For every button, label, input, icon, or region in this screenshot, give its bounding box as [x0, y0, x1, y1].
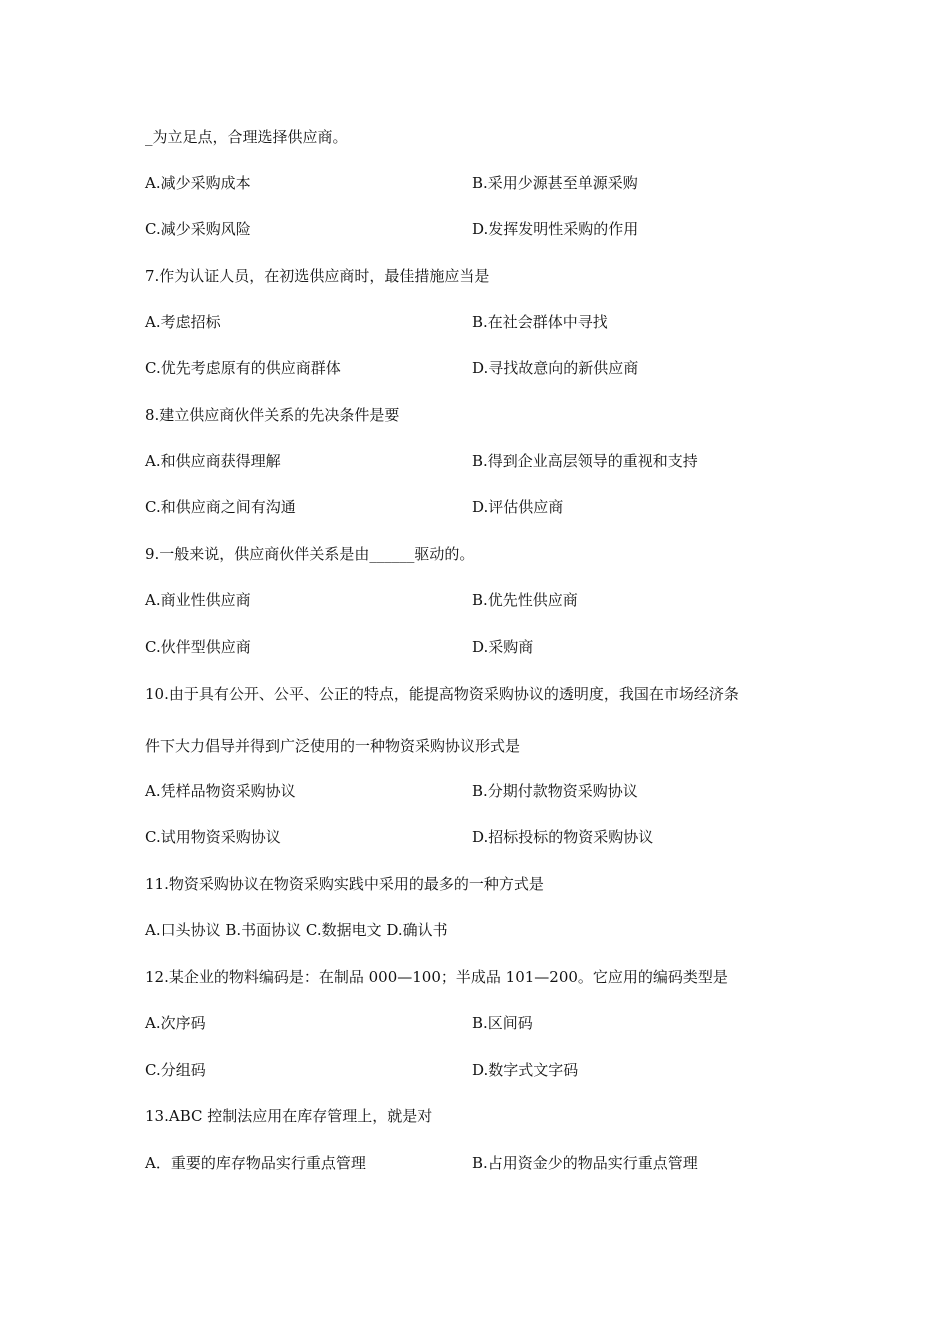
- question-13: 13.ABC 控制法应用在库存管理上，就是对: [145, 1107, 433, 1125]
- option-d: D.采购商: [472, 638, 534, 656]
- option-d: D.评估供应商: [472, 498, 564, 516]
- option-a: A.商业性供应商: [145, 591, 251, 609]
- option-b: B.采用少源甚至单源采购: [472, 174, 638, 192]
- option-d: D.招标投标的物资采购协议: [472, 828, 654, 846]
- option-b: B.分期付款物资采购协议: [472, 782, 638, 800]
- option-c: C.试用物资采购协议: [145, 828, 281, 846]
- option-a: A.考虑招标: [145, 313, 221, 331]
- question-10: 10.由于具有公开、公平、公正的特点，能提高物资采购协议的透明度，我国在市场经济条: [145, 685, 739, 703]
- option-d: D.发挥发明性采购的作用: [472, 220, 639, 238]
- question-12: 12.某企业的物料编码是：在制品 000—100；半成品 101—200。它应用的编码类型是: [145, 968, 728, 986]
- option-d: D.数字式文字码: [472, 1061, 579, 1079]
- question-8: 8.建立供应商伙伴关系的先决条件是要: [145, 406, 400, 424]
- option-c: C.和供应商之间有沟通: [145, 498, 296, 516]
- question-continuation: _为立足点，合理选择供应商。: [145, 128, 348, 146]
- option-a: A.凭样品物资采购协议: [145, 782, 296, 800]
- option-c: C.优先考虑原有的供应商群体: [145, 359, 341, 377]
- option-a: A.次序码: [145, 1014, 206, 1032]
- question-11: 11.物资采购协议在物资采购实践中采用的最多的一种方式是: [145, 875, 544, 893]
- option-a: A．重要的库存物品实行重点管理: [145, 1154, 366, 1172]
- option-b: B.优先性供应商: [472, 591, 578, 609]
- option-a: A.和供应商获得理解: [145, 452, 281, 470]
- question-9: 9.一般来说，供应商伙伴关系是由______驱动的。: [145, 545, 475, 563]
- option-b: B.区间码: [472, 1014, 533, 1032]
- option-b: B.在社会群体中寻找: [472, 313, 608, 331]
- option-b: B.得到企业高层领导的重视和支持: [472, 452, 698, 470]
- option-a: A.减少采购成本: [145, 174, 251, 192]
- options-inline: A.口头协议 B.书面协议 C.数据电文 D.确认书: [145, 921, 448, 939]
- option-c: C.伙伴型供应商: [145, 638, 251, 656]
- option-c: C.减少采购风险: [145, 220, 251, 238]
- option-d: D.寻找故意向的新供应商: [472, 359, 639, 377]
- option-b: B.占用资金少的物品实行重点管理: [472, 1154, 698, 1172]
- question-7: 7.作为认证人员，在初选供应商时，最佳措施应当是: [145, 267, 490, 285]
- question-10-cont: 件下大力倡导并得到广泛使用的一种物资采购协议形式是: [145, 737, 521, 755]
- option-c: C.分组码: [145, 1061, 206, 1079]
